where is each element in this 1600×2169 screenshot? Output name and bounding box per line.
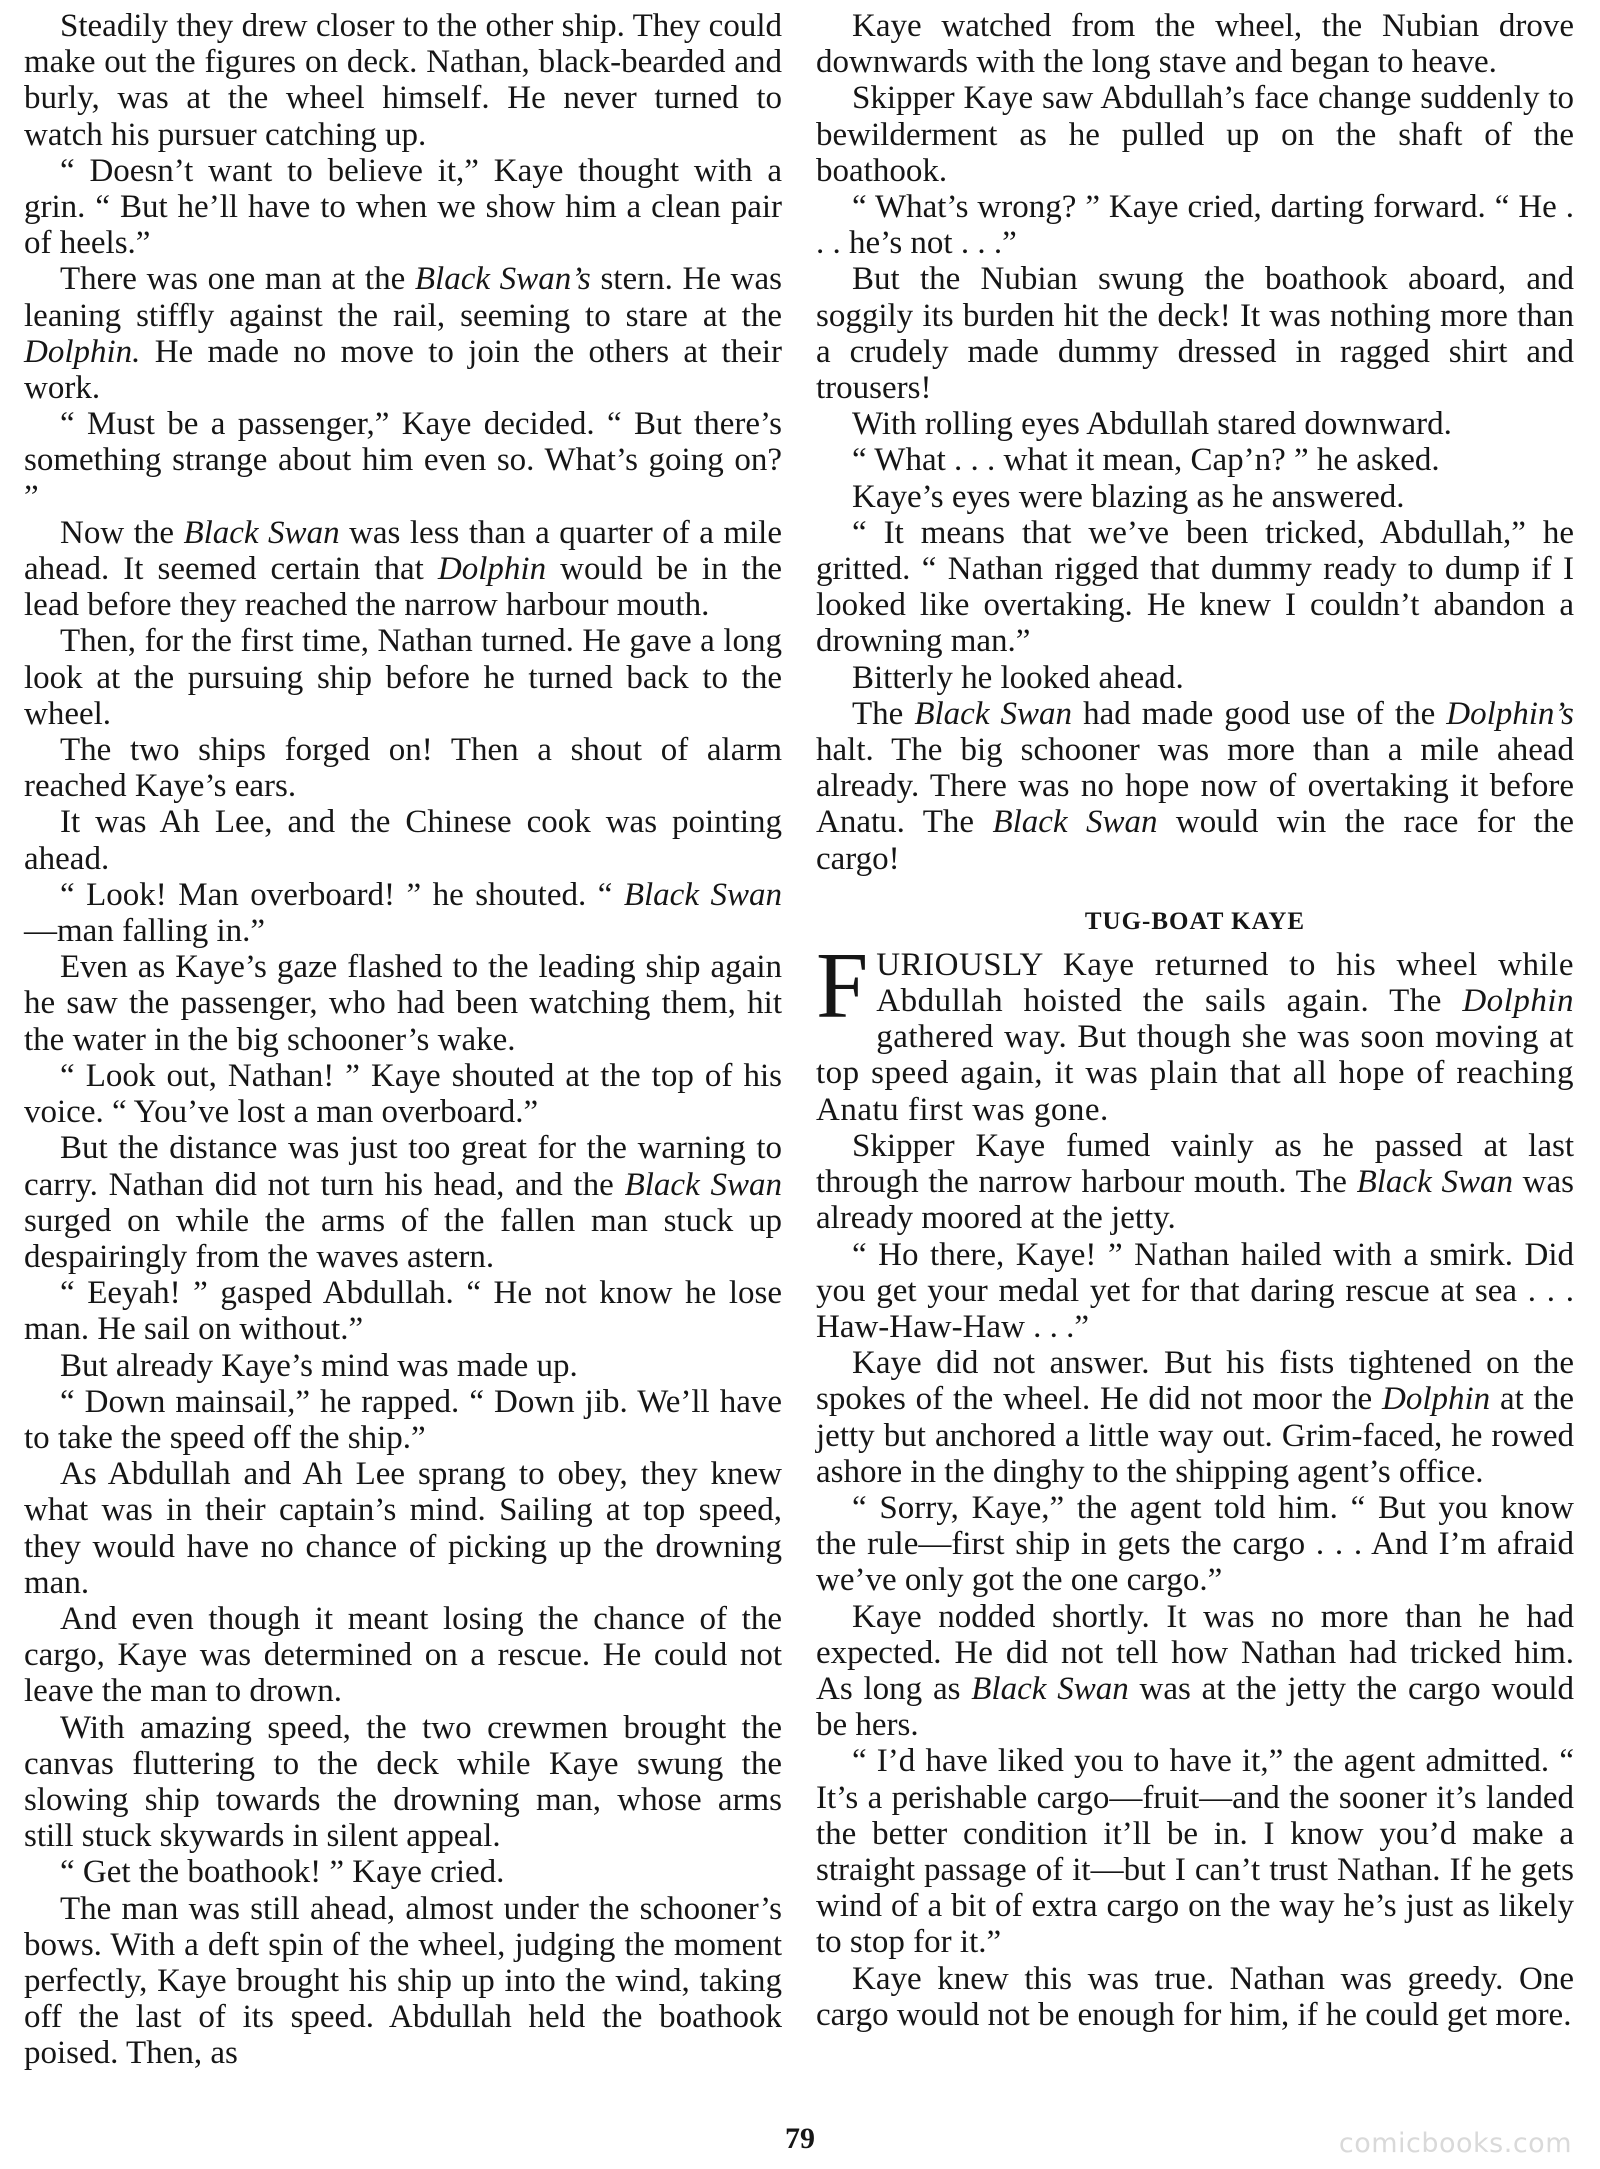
paragraph: There was one man at the Black Swan’s stern. He was leaning stiffly against the rail, seeming to stare at the Dolphin. He made no move to join the others at their work. (24, 261, 782, 407)
paragraph: “ Look out, Nathan! ” Kaye shouted at the top of his voice. “ You’ve lost a man overboard.” (24, 1057, 782, 1131)
watermark: comicbooks.com (1338, 2128, 1572, 2159)
italic-text: Black Swan (971, 1670, 1129, 1707)
italic-text: Black Swan (992, 804, 1158, 841)
paragraph: Skipper Kaye fumed vainly as he passed at last through the narrow harbour mouth. The Black Swan was already moored at the jetty. (816, 1127, 1574, 1237)
paragraph: “ What’s wrong? ” Kaye cried, darting forward. “ He . . . he’s not . . .” (816, 189, 1574, 262)
paragraph: “ Look! Man overboard! ” he shouted. “ Black Swan—man falling in.” (24, 876, 782, 950)
drop-cap-letter: F (816, 933, 869, 1038)
paragraph: But already Kaye’s mind was made up. (60, 1347, 578, 1384)
book-page (24, 8, 1574, 2128)
right-paragraphs-after (816, 1128, 1574, 2033)
italic-text: Dolphin (1382, 1381, 1491, 1418)
italic-text: Black Swan (1356, 1164, 1513, 1201)
paragraph: Even as Kaye’s gaze flashed to the leading ship again he saw the passenger, who had been watching them, hit the water in the big schooner’s wake. (24, 949, 782, 1058)
paragraph: But the Nubian swung the boathook aboard, and soggily its burden hit the deck! It was nothing more than a crudely made dummy dressed in ragged shirt and trousers! (816, 261, 1574, 407)
italic-text: Black Swan (183, 514, 340, 551)
paragraph: With amazing speed, the two crewmen brought the canvas fluttering to the deck while Kaye swung the slowing ship towards the drowning man, whose arms still stuck skywards in silent appeal. (24, 1709, 782, 1855)
first-paragraph-text: URIOUSLY Kaye returned to his wheel while Abdullah hoisted the sails again. The Dolphin gathered way. But though she was soon moving at top speed again, it was plain that all hope of reaching Anatu first was gone. (816, 946, 1574, 1128)
paragraph: And even though it meant losing the chance of the cargo, Kaye was determined on a rescue. He could not leave the man to drown. (24, 1600, 782, 1710)
italic-text: Dolphin. (24, 333, 141, 370)
right-paragraphs-before (816, 8, 1574, 877)
paragraph: Steadily they drew closer to the other ship. They could make out the figures on deck. Nathan, black-bearded and burly, was at the wheel himself. He never turned to watch his pursuer catching up. (24, 8, 782, 153)
paragraph: “ Down mainsail,” he rapped. “ Down jib. We’ll have to take the speed off the ship.” (24, 1383, 782, 1456)
paragraph: “ I’d have liked you to have it,” the agent admitted. “ It’s a perishable cargo—fruit—and the sooner it’s landed the better condition it’ll be in. I know you’d make a straight passage of it—but I can’t trust Nathan. If he gets wind of a bit of extra cargo on the way he’s just as likely to stop for it.” (816, 1743, 1574, 1961)
paragraph: It was Ah Lee, and the Chinese cook was pointing ahead. (24, 804, 782, 877)
italic-text: Dolphin (1462, 983, 1574, 1020)
paragraph: The Black Swan had made good use of the Dolphin’s halt. The big schooner was more than a mile ahead already. There was no hope now of overtaking it before Anatu. The Black Swan would win the race for the cargo! (816, 695, 1575, 877)
paragraph: With rolling eyes Abdullah stared downward. (852, 406, 1452, 443)
paragraph: “ Sorry, Kaye,” the agent told him. “ But you know the rule—first ship in gets the cargo . . . And I’m afraid we’ve only got the one cargo.” (816, 1489, 1574, 1599)
paragraph: Kaye’s eyes were blazing as he answered. (852, 478, 1405, 515)
paragraph: Then, for the first time, Nathan turned. He gave a long look at the pursuing ship before he turned back to the wheel. (24, 623, 782, 732)
paragraph: Kaye did not answer. But his fists tightened on the spokes of the wheel. He did not moor the Dolphin at the jetty but anchored a little way out. Grim-faced, he rowed ashore in the dinghy to the shipping agent’s office. (816, 1345, 1574, 1490)
paragraph: “ Must be a passenger,” Kaye decided. “ But there’s something strange about him even so. What’s going on? ” (24, 406, 782, 515)
first-paragraph (816, 933, 1574, 1128)
paragraph: “ Doesn’t want to believe it,” Kaye thought with a grin. “ But he’ll have to when we show him a clean pair of heels.” (24, 152, 782, 262)
paragraph: Kaye knew this was true. Nathan was greedy. One cargo would not be enough for him, if he could get more. (816, 1960, 1574, 2033)
italic-text: Dolphin (437, 551, 547, 588)
italic-text: Black Swan’s (414, 261, 591, 298)
drop-cap-paragraph (816, 933, 1574, 1128)
paragraph: The two ships forged on! Then a shout of alarm reached Kaye’s ears. (24, 732, 782, 805)
paragraph: “ Eeyah! ” gasped Abdullah. “ He not know he lose man. He sail on without.” (24, 1275, 782, 1348)
page-number: 79 (785, 2122, 815, 2155)
section-heading: TUG-BOAT KAYE (1084, 907, 1306, 935)
paragraph: Skipper Kaye saw Abdullah’s face change suddenly to bewilderment as he pulled up on the shaft of the boathook. (816, 80, 1574, 189)
right-column (816, 8, 1574, 2033)
left-column (24, 8, 782, 2072)
paragraph: Bitterly he looked ahead. (852, 659, 1184, 696)
italic-text: Black Swan (914, 695, 1073, 732)
paragraph: “ It means that we’ve been tricked, Abdullah,” he gritted. “ Nathan rigged that dummy ready to dump if I looked like overtaking. He knew I couldn’t abandon a drowning man.” (816, 514, 1574, 660)
paragraph: Kaye watched from the wheel, the Nubian drove downwards with the long stave and began to heave. (816, 8, 1574, 81)
paragraph: Kaye nodded shortly. It was no more than he had expected. He did not tell how Nathan had tricked him. As long as Black Swan was at the jetty the cargo would be hers. (816, 1598, 1574, 1744)
paragraph: But the distance was just too great for the warning to carry. Nathan did not turn his head, and the Black Swan surged on while the arms of the fallen man stuck up despairingly from the waves astern. (24, 1130, 782, 1275)
paragraph: “ Get the boathook! ” Kaye cried. (60, 1854, 505, 1891)
paragraph: The man was still ahead, almost under the schooner’s bows. With a deft spin of the wheel, judging the moment perfectly, Kaye brought his ship up into the wind, taking off the last of its speed. Abdullah held the boathook poised. Then, as (24, 1890, 782, 2072)
paragraph: As Abdullah and Ah Lee sprang to obey, they knew what was in their captain’s mind. Sailing at top speed, they would have no chance of picking up the drowning man. (24, 1456, 782, 1601)
paragraph: Now the Black Swan was less than a quarter of a mile ahead. It seemed certain that Dolphin would be in the lead before they reached the narrow harbour mouth. (24, 514, 782, 624)
italic-text: Black Swan (624, 1166, 782, 1203)
italic-text: Dolphin’s (1446, 695, 1575, 732)
italic-text: Black Swan (623, 876, 782, 913)
paragraph: “ Ho there, Kaye! ” Nathan hailed with a smirk. Did you get your medal yet for that daring rescue at sea . . . Haw-Haw-Haw . . .” (816, 1236, 1574, 1345)
left-paragraphs (24, 8, 782, 2072)
paragraph: “ What . . . what it mean, Cap’n? ” he asked. (852, 442, 1440, 479)
